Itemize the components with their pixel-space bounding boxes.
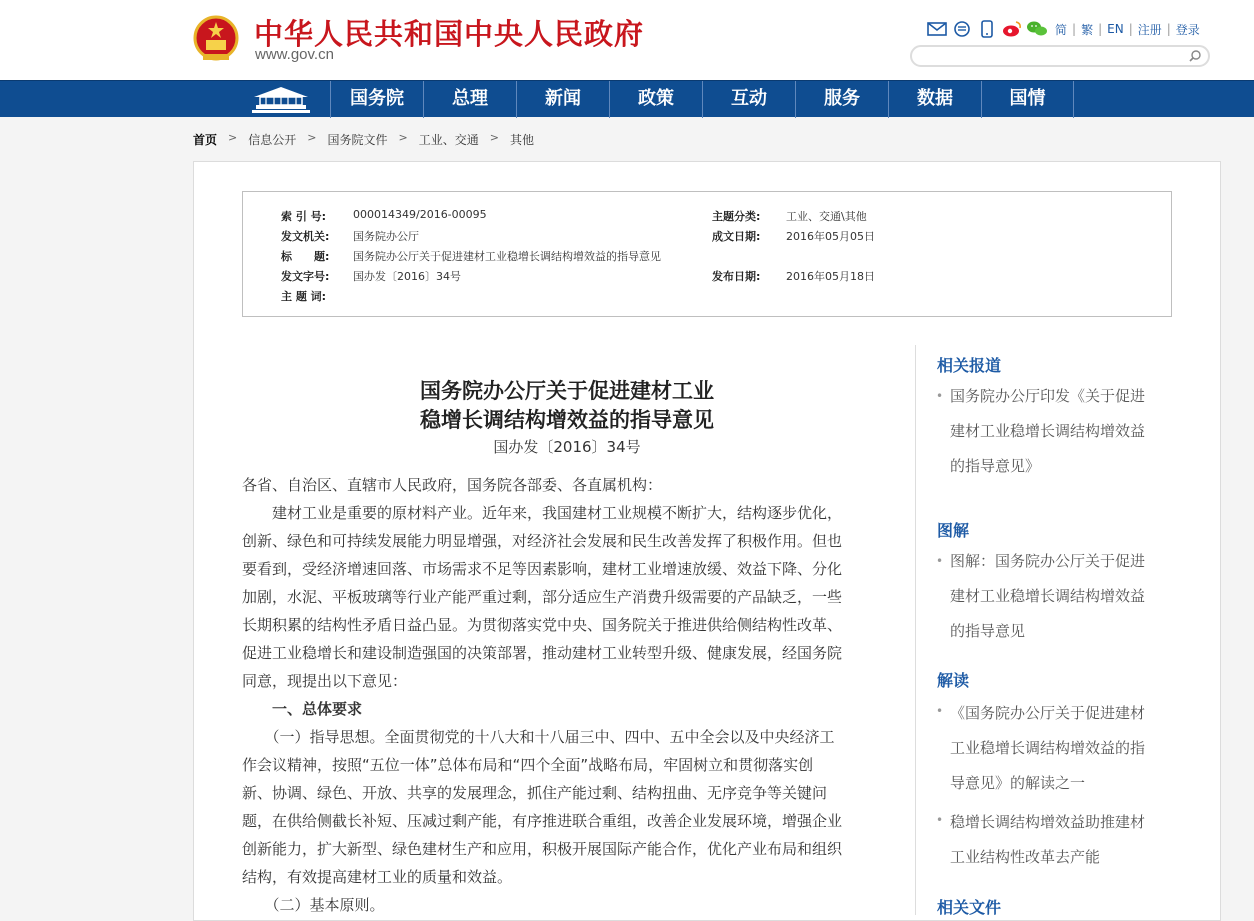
breadcrumb-industry-transport[interactable]: 工业、交通 (418, 133, 479, 147)
national-emblem-icon[interactable] (193, 14, 239, 64)
meta-value: 国务院办公厅关于促进建材工业稳增长调结构增效益的指导意见 (353, 250, 661, 263)
chevron-right-icon: > (489, 131, 499, 144)
sidebar-link-line: 的指导意见》 (950, 457, 1041, 475)
article-paragraph-line: 加剧，水泥、平板玻璃等行业产能严重过剩，部分适应生产消费升级需要的产品缺乏，一些 (242, 588, 843, 606)
meta-label: 发文机关: (281, 230, 330, 243)
article-paragraph-line: 新、协调、绿色、开放、共享的发展理念，抓住产能过剩、结构扭曲、无序竞争等关键问 (242, 784, 828, 802)
meta-label: 索 引 号: (281, 210, 327, 223)
meta-value: 国办发〔2016〕34号 (353, 270, 461, 283)
meta-row-topic (712, 208, 867, 224)
register-link[interactable]: 注册 (1137, 22, 1162, 37)
sidebar-link-line: 工业结构性改革去产能 (950, 848, 1101, 866)
breadcrumb (193, 131, 534, 148)
building-icon[interactable] (250, 83, 312, 115)
sidebar-heading-related-files: 相关文件 (937, 898, 1002, 917)
article-paragraph-line: 各省、自治区、直辖市人民政府，国务院各部委、各直属机构： (242, 476, 663, 494)
bullet-icon: • (936, 389, 944, 403)
meta-row-index (281, 208, 487, 224)
meta-row-keywords (281, 288, 353, 304)
sidebar-link-graphic[interactable] (950, 544, 1145, 649)
chevron-right-icon: > (307, 131, 317, 144)
meta-value: 2016年05月05日 (786, 230, 875, 243)
sidebar (915, 345, 1205, 915)
meta-value: 2016年05月18日 (786, 270, 875, 283)
article-paragraph-line: 创新、绿色和可持续发展能力明显增强，对经济社会发展和民生改善发挥了积极作用。但也 (242, 532, 843, 550)
meta-label: 发文字号: (281, 270, 330, 283)
article-paragraph-line: 要看到，受经济增速回落、市场需求不足等因素影响，建材工业增速放缓、效益下降、分化 (242, 560, 843, 578)
meta-label: 主题分类: (712, 210, 761, 223)
bullet-icon: • (936, 704, 944, 718)
nav-item-state-council[interactable]: 国务院 (330, 81, 423, 118)
nav-item-policy[interactable]: 政策 (609, 81, 702, 118)
meta-value: 国务院办公厅 (353, 230, 419, 243)
meta-label: 标 题: (281, 250, 330, 263)
document-meta-table (242, 191, 1172, 317)
sidebar-link-line: 的指导意见 (950, 622, 1026, 640)
sidebar-link-line: 建材工业稳增长调结构增效益 (950, 587, 1146, 605)
meta-value: 工业、交通\其他 (786, 210, 867, 223)
meta-row-issuer (281, 228, 419, 244)
sidebar-link-line: 图解：国务院办公厅关于促进 (950, 552, 1146, 570)
nav-item-data[interactable]: 数据 (888, 81, 981, 118)
sidebar-heading-graphic: 图解 (937, 521, 970, 540)
article-paragraph-line: 结构，有效提高建材工业的质量和效益。 (242, 868, 513, 886)
mail-icon[interactable] (926, 19, 948, 39)
sidebar-heading-related: 相关报道 (937, 356, 1002, 375)
sidebar-link-line: 导意见》的解读之一 (950, 774, 1086, 792)
meta-row-title (281, 248, 661, 264)
search-input[interactable] (922, 49, 1192, 67)
wechat-icon[interactable] (1026, 19, 1048, 39)
article-paragraph-line: 长期积累的结构性矛盾日益凸显。为贯彻落实党中央、国务院关于推进供给侧结构性改革、 (242, 616, 843, 634)
chevron-right-icon: > (398, 131, 408, 144)
sidebar-link-interpretation-2[interactable] (950, 805, 1145, 875)
login-link[interactable]: 登录 (1175, 22, 1200, 37)
search-box (910, 45, 1210, 67)
nav-item-news[interactable]: 新闻 (516, 81, 609, 118)
sidebar-link-line: 《国务院办公厅关于促进建材 (950, 704, 1146, 722)
sidebar-link-line: 稳增长调结构增效益助推建材 (950, 813, 1146, 831)
article-paragraph-line: 同意，现提出以下意见： (242, 672, 408, 690)
sidebar-link-line: 工业稳增长调结构增效益的指 (950, 739, 1146, 757)
site-url[interactable]: www.gov.cn (255, 46, 334, 63)
meta-row-docno (281, 268, 461, 284)
search-icon[interactable] (1188, 49, 1202, 63)
article-paragraph-line: 促进工业稳增长和建设制造强国的决策部署，推动建材工业转型升级、健康发展，经国务院 (242, 644, 843, 662)
meta-row-published (712, 268, 875, 284)
article-paragraph-line: 创新能力，扩大新型、绿色建材生产和应用，积极开展国际产能合作，优化产业布局和组织 (242, 840, 843, 858)
lang-traditional-link[interactable]: 繁 (1081, 22, 1094, 37)
separator: | (1128, 22, 1133, 36)
lang-simplified-link[interactable]: 简 (1055, 22, 1068, 37)
breadcrumb-info-disclosure[interactable]: 信息公开 (248, 133, 297, 147)
nav-item-services[interactable]: 服务 (795, 81, 888, 118)
meta-label: 成文日期: (712, 230, 761, 243)
top-toolbar (926, 18, 1204, 40)
meta-label: 主 题 词: (281, 290, 327, 303)
nav-item-interaction[interactable]: 互动 (702, 81, 795, 118)
site-title[interactable]: 中华人民共和国中央人民政府 (254, 17, 645, 51)
nav-items (330, 81, 1074, 118)
separator: | (1166, 22, 1171, 36)
meta-row-created (712, 228, 875, 244)
article-paragraph-line: 作会议精神，按照“五位一体”总体布局和“四个全面”战略布局，牢固树立和贯彻落实创 (242, 756, 814, 774)
site-header (0, 0, 1254, 80)
sidebar-link-line: 建材工业稳增长调结构增效益 (950, 422, 1146, 440)
separator: | (1072, 22, 1077, 36)
section-heading: 一、总体要求 (242, 700, 363, 718)
main-nav (0, 80, 1254, 117)
article-paragraph-line: 建材工业是重要的原材料产业。近年来，我国建材工业规模不断扩大，结构逐步优化， (242, 504, 843, 522)
bullet-icon: • (936, 554, 944, 568)
sidebar-link-interpretation-1[interactable] (950, 696, 1145, 801)
message-icon[interactable] (951, 19, 973, 39)
mobile-icon[interactable] (976, 19, 998, 39)
meta-label: 发布日期: (712, 270, 761, 283)
weibo-icon[interactable] (1001, 19, 1023, 39)
separator: | (1098, 22, 1103, 36)
breadcrumb-home[interactable]: 首页 (193, 133, 218, 147)
sidebar-link-line: 国务院办公厅印发《关于促进 (950, 387, 1146, 405)
chevron-right-icon: > (228, 131, 238, 144)
meta-value: 000014349/2016-00095 (353, 208, 487, 221)
article-paragraph-line: （二）基本原则。 (242, 896, 385, 914)
breadcrumb-other[interactable]: 其他 (509, 133, 534, 147)
nav-item-national-info[interactable]: 国情 (981, 81, 1074, 118)
nav-item-premier[interactable]: 总理 (423, 81, 516, 118)
sidebar-heading-interpretation: 解读 (937, 671, 970, 690)
article-doc-number: 国办发〔2016〕34号 (493, 438, 641, 456)
lang-english-link[interactable]: EN (1107, 22, 1124, 36)
bullet-icon: • (936, 813, 944, 827)
article-title: 稳增长调结构增效益的指导意见 (420, 407, 714, 432)
sidebar-link-related[interactable] (950, 379, 1145, 484)
breadcrumb-state-council-documents[interactable]: 国务院文件 (327, 133, 388, 147)
article-paragraph-line: 题，在供给侧截长补短、压减过剩产能，有序推进联合重组，改善企业发展环境，增强企业 (242, 812, 843, 830)
article-title: 国务院办公厅关于促进建材工业 (420, 378, 714, 403)
article-paragraph-line: （一）指导思想。全面贯彻党的十八大和十八届三中、四中、五中全会以及中央经济工 (242, 728, 835, 746)
